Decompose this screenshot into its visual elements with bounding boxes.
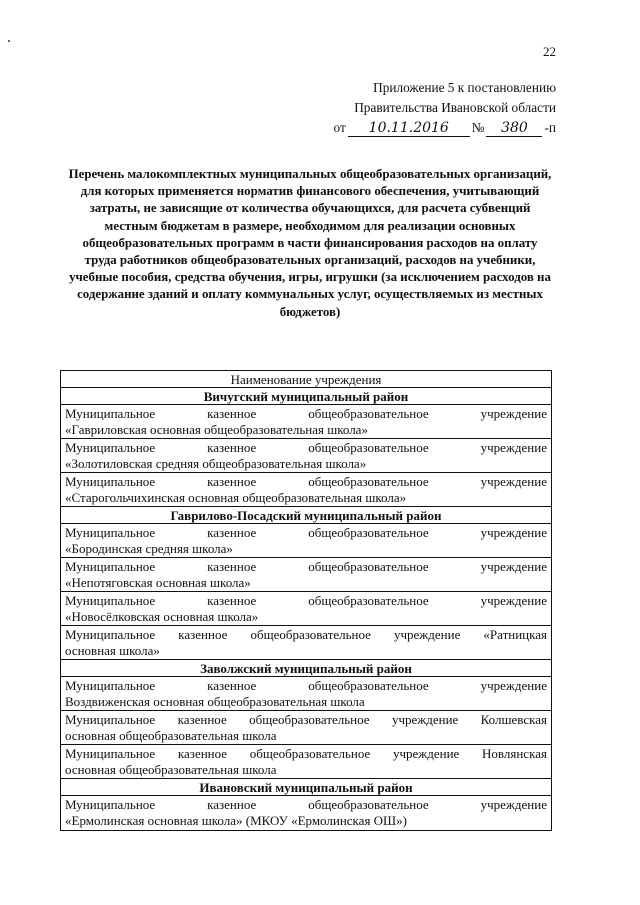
school-name-word: учреждение [480, 440, 547, 455]
school-name-line-1 [65, 797, 547, 813]
school-name-word: казенное [207, 406, 257, 421]
handwritten-date: 10.11.2016 [348, 120, 470, 137]
school-name-word: Муниципальное [65, 474, 156, 489]
school-name-word: общеобразовательное [308, 525, 429, 540]
school-name-word: «Ратницкая [483, 627, 547, 642]
school-name-line-1 [65, 746, 547, 762]
school-name-line-2: «Непотяговская основная школа» [65, 575, 251, 590]
page-number: 22 [543, 44, 556, 59]
school-name-word: Муниципальное [65, 746, 156, 761]
school-row [61, 677, 551, 711]
school-row [61, 558, 551, 592]
school-name-line-1 [65, 474, 547, 490]
school-row [61, 439, 551, 473]
district-row: Ивановский муниципальный район [61, 779, 551, 796]
school-name-word: казенное [207, 678, 257, 693]
appendix-line-2: Правительства Ивановской области [354, 100, 556, 115]
school-name-word: учреждение [480, 525, 547, 540]
school-name-word: казенное [178, 627, 228, 642]
school-name-word: казенное [207, 525, 257, 540]
school-name-word: Муниципальное [65, 440, 156, 455]
school-name-word: казенное [207, 474, 257, 489]
school-name-line-2: основная школа» [65, 643, 160, 658]
school-name-line-1 [65, 525, 547, 541]
school-name-line-1 [65, 406, 547, 422]
school-name-word: Муниципальное [65, 559, 156, 574]
school-name-word: Муниципальное [65, 678, 156, 693]
school-name-line-1 [65, 559, 547, 575]
school-name-word: общеобразовательное [250, 627, 371, 642]
school-name-word: учреждение [392, 746, 460, 761]
school-row [61, 405, 551, 439]
school-name-word: Муниципальное [65, 525, 156, 540]
school-name-word: казенное [207, 797, 257, 812]
district-row: Заволжский муниципальный район [61, 660, 551, 677]
handwritten-number: 380 [486, 120, 542, 137]
scan-speck [8, 40, 10, 42]
school-name-word: Новлянская [482, 746, 547, 761]
school-name-word: общеобразовательное [308, 440, 429, 455]
school-name-word: Колшевская [480, 712, 547, 727]
school-row [61, 524, 551, 558]
school-name-line-2: «Гавриловская основная общеобразовательная школа» [65, 422, 368, 437]
school-name-line-2: «Новосёлковская основная школа» [65, 609, 259, 624]
school-list-table [60, 370, 552, 831]
school-name-line-2: «Бородинская средняя школа» [65, 541, 233, 556]
school-name-word: Муниципальное [65, 627, 156, 642]
school-name-word: казенное [207, 593, 257, 608]
school-name-word: общеобразовательное [249, 712, 370, 727]
appendix-order-line [333, 118, 556, 138]
school-name-line-2: основная общеобразовательная школа [65, 728, 277, 743]
school-name-line-1 [65, 712, 547, 728]
document-title: Перечень малокомплектных муниципальных общеобразовательных организаций, для которых применяется норматив финансового обеспечения, учитывающий затраты, не зависящие от количества обучающихся, для расчета субвенций местным бюджетам в размере, необходимом для реализации основных общеобразовательных программ в части финансирования расходов на оплату труда работников общеобразовательных организаций, расходов на учебники, учебные пособия, средства обучения, игры, игрушки (за исключением расходов на содержание зданий и оплату коммунальных услуг, осуществляемых из местных бюджетов) [68, 167, 552, 319]
district-row: Гаврилово-Посадский муниципальный район [61, 507, 551, 524]
table-header: Наименование учреждения [61, 371, 551, 388]
district-row: Вичугский муниципальный район [61, 388, 551, 405]
school-row [61, 745, 551, 779]
school-name-word: Муниципальное [65, 797, 156, 812]
school-name-word: общеобразовательное [308, 406, 429, 421]
school-name-word: Муниципальное [65, 593, 156, 608]
school-row [61, 711, 551, 745]
school-name-word: учреждение [391, 712, 459, 727]
school-name-line-2: «Старогольчихинская основная общеобразовательная школа» [65, 490, 407, 505]
school-name-word: общеобразовательное [308, 474, 429, 489]
school-row [61, 473, 551, 507]
school-name-word: учреждение [480, 474, 547, 489]
school-name-line-2: «Ермолинская основная школа» (МКОУ «Ермолинская ОШ») [65, 813, 408, 828]
school-name-word: казенное [207, 559, 257, 574]
school-name-line-1 [65, 593, 547, 609]
school-name-word: общеобразовательное [308, 593, 429, 608]
number-label: № [471, 120, 485, 135]
school-name-line-2: основная общеобразовательная школа [65, 762, 277, 777]
school-name-word: общеобразовательное [308, 559, 429, 574]
school-name-word: казенное [177, 746, 228, 761]
school-name-word: общеобразовательное [308, 797, 429, 812]
school-name-line-1 [65, 627, 547, 643]
school-name-word: казенное [207, 440, 257, 455]
school-name-line-1 [65, 678, 547, 694]
school-name-word: Муниципальное [65, 406, 156, 421]
school-name-line-2: Воздвиженская основная общеобразовательная школа [65, 694, 365, 709]
school-row [61, 626, 551, 660]
school-name-word: казенное [177, 712, 227, 727]
appendix-header [333, 78, 556, 138]
school-name-word: общеобразовательное [308, 678, 429, 693]
school-name-word: учреждение [480, 559, 547, 574]
school-name-word: учреждение [394, 627, 461, 642]
school-row [61, 796, 551, 830]
appendix-line-1: Приложение 5 к постановлению [373, 80, 556, 95]
from-label: от [333, 120, 346, 135]
school-name-word: учреждение [480, 797, 547, 812]
school-name-word: учреждение [480, 406, 547, 421]
school-name-line-1 [65, 440, 547, 456]
number-suffix: -п [544, 120, 556, 135]
school-name-word: Муниципальное [65, 712, 156, 727]
school-name-word: учреждение [480, 678, 547, 693]
school-name-word: учреждение [480, 593, 547, 608]
school-name-word: общеобразовательное [249, 746, 371, 761]
school-name-line-2: «Золотиловская средняя общеобразовательная школа» [65, 456, 367, 471]
school-row [61, 592, 551, 626]
